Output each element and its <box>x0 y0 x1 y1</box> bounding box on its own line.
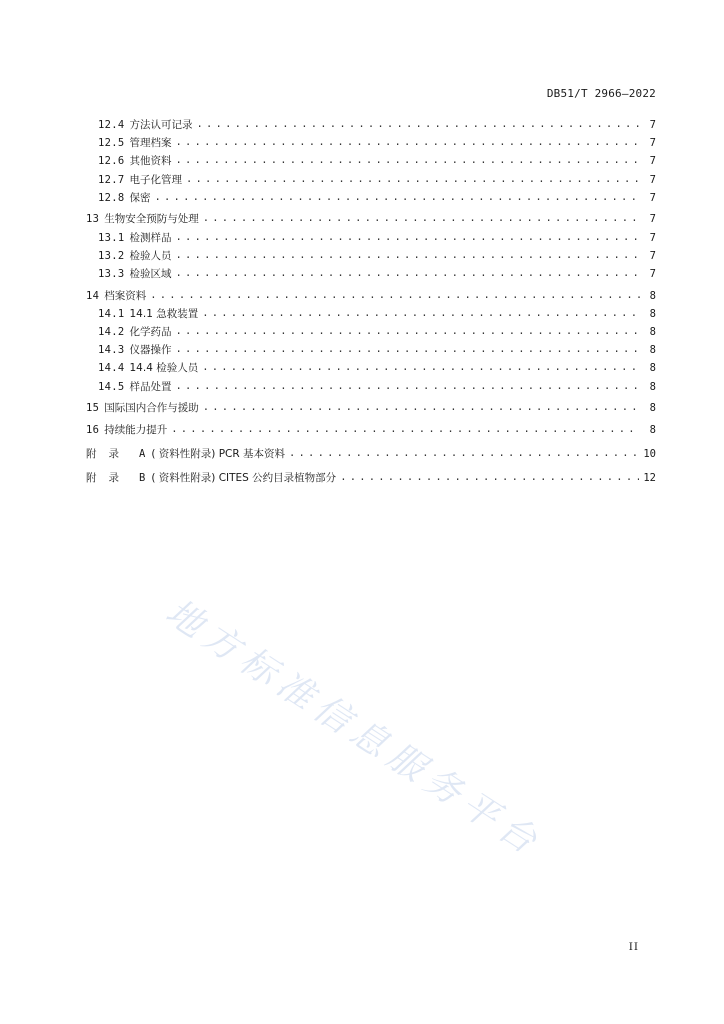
toc-leader <box>171 420 640 438</box>
toc-page: 8 <box>649 424 656 436</box>
toc-page: 7 <box>649 249 656 262</box>
toc-page: 7 <box>649 268 656 280</box>
page-number: II <box>628 941 639 953</box>
toc-leader <box>202 358 640 376</box>
toc-leader <box>150 286 640 304</box>
toc-number: 14.1 <box>98 307 125 320</box>
toc-title: 持续能力提升 <box>104 424 168 436</box>
toc-page: 7 <box>649 137 656 150</box>
toc-title: 电子化管理 <box>129 173 182 186</box>
toc-entry-12-5[interactable] <box>86 134 656 152</box>
toc-title: 14.1 急救装置 <box>129 307 199 320</box>
toc-entry-13-2[interactable] <box>86 247 656 265</box>
toc-leader <box>176 151 641 169</box>
toc-page: 8 <box>649 380 656 393</box>
toc-number: 12.7 <box>98 173 125 186</box>
toc-page: 8 <box>649 307 656 320</box>
toc-entry-12-4[interactable] <box>86 116 656 134</box>
toc-title: 样品处置 <box>129 380 172 393</box>
appendix-prefix: 附录 <box>86 448 131 461</box>
toc-title: 检验人员 <box>129 249 172 262</box>
toc-number: 13.1 <box>98 231 125 244</box>
toc-entry-13[interactable] <box>86 210 656 228</box>
toc-entry-14-2[interactable] <box>86 323 656 341</box>
toc-appendix-b[interactable] <box>86 469 656 487</box>
toc-appendix-a[interactable] <box>86 445 656 463</box>
toc-entry-12-7[interactable] <box>86 171 656 189</box>
toc-leader <box>203 209 640 227</box>
toc-leader <box>176 340 641 358</box>
toc-title: 检验区域 <box>129 268 172 280</box>
toc-leader <box>176 133 641 151</box>
toc-leader <box>197 115 641 133</box>
toc-page: 7 <box>649 213 656 226</box>
toc-number: 16 <box>86 424 100 436</box>
toc-entry-15[interactable] <box>86 399 656 417</box>
toc-entry-13-3[interactable] <box>86 265 656 283</box>
toc-title: 14.4 检验人员 <box>129 362 199 375</box>
toc-leader <box>176 246 641 264</box>
toc-number: 14.3 <box>98 344 125 357</box>
toc-page: 8 <box>649 344 656 357</box>
toc-number: 13.2 <box>98 249 125 262</box>
toc-number: 14.5 <box>98 380 125 393</box>
toc-page: 12 <box>643 472 656 485</box>
toc-page: 8 <box>649 289 656 302</box>
toc-entry-13-1[interactable] <box>86 229 656 247</box>
toc-title: 档案资料 <box>104 289 147 302</box>
appendix-title: ( 资料性附录) CITES 公约目录植物部分 <box>151 472 337 485</box>
toc-leader <box>289 444 639 462</box>
toc-leader <box>176 377 641 395</box>
toc-number: 14 <box>86 289 100 302</box>
toc-number: 12.8 <box>98 191 125 204</box>
toc-number: 12.4 <box>98 119 125 131</box>
appendix-title: ( 资料性附录) PCR 基本资料 <box>151 448 285 461</box>
toc-entry-12-6[interactable] <box>86 152 656 170</box>
toc-entry-14-1[interactable] <box>86 305 656 323</box>
toc-page: 7 <box>649 231 656 244</box>
toc-number: 13.3 <box>98 268 125 280</box>
toc-page: 7 <box>649 119 656 131</box>
watermark: 地方标准信息服务平台 <box>158 591 550 866</box>
toc-leader <box>176 228 641 246</box>
toc-entry-16[interactable] <box>86 421 656 439</box>
toc-leader <box>176 322 641 340</box>
toc-title: 保密 <box>129 191 151 204</box>
toc-number: 15 <box>86 402 100 415</box>
toc-entry-14[interactable] <box>86 287 656 305</box>
appendix-prefix: 附录 <box>86 472 131 485</box>
toc-number: 12.5 <box>98 137 125 150</box>
toc-title: 方法认可记录 <box>129 119 193 131</box>
toc-title: 化学药品 <box>129 326 172 339</box>
toc-title: 生物安全预防与处理 <box>104 213 199 226</box>
toc-number: 14.2 <box>98 326 125 339</box>
toc-number: 13 <box>86 213 100 226</box>
appendix-letter: A <box>139 448 146 461</box>
toc-entry-12-8[interactable] <box>86 189 656 207</box>
toc-title: 仪器操作 <box>129 344 172 357</box>
standard-code: DB51/T 2966—2022 <box>546 87 656 100</box>
appendix-letter: B <box>139 472 146 485</box>
toc-title: 其他资料 <box>129 155 172 168</box>
toc-leader <box>203 398 640 416</box>
toc-entry-14-4[interactable] <box>86 359 656 377</box>
toc-page: 7 <box>649 173 656 186</box>
toc-leader <box>202 304 640 322</box>
toc-entry-14-5[interactable] <box>86 378 656 396</box>
toc-title: 检测样品 <box>129 231 172 244</box>
toc-leader <box>176 264 641 282</box>
toc-page: 7 <box>649 155 656 168</box>
toc-number: 14.4 <box>98 362 125 375</box>
toc-title: 国际国内合作与援助 <box>104 402 199 415</box>
toc-leader <box>186 170 640 188</box>
toc-title: 管理档案 <box>129 137 172 150</box>
toc-number: 12.6 <box>98 155 125 168</box>
toc-page: 8 <box>649 402 656 415</box>
toc-page: 8 <box>649 326 656 339</box>
toc-leader <box>155 188 641 206</box>
toc-leader <box>340 468 639 486</box>
toc-page: 7 <box>649 191 656 204</box>
toc-entry-14-3[interactable] <box>86 341 656 359</box>
toc-page: 10 <box>643 448 656 461</box>
toc-page: 8 <box>649 362 656 375</box>
table-of-contents <box>86 116 656 488</box>
